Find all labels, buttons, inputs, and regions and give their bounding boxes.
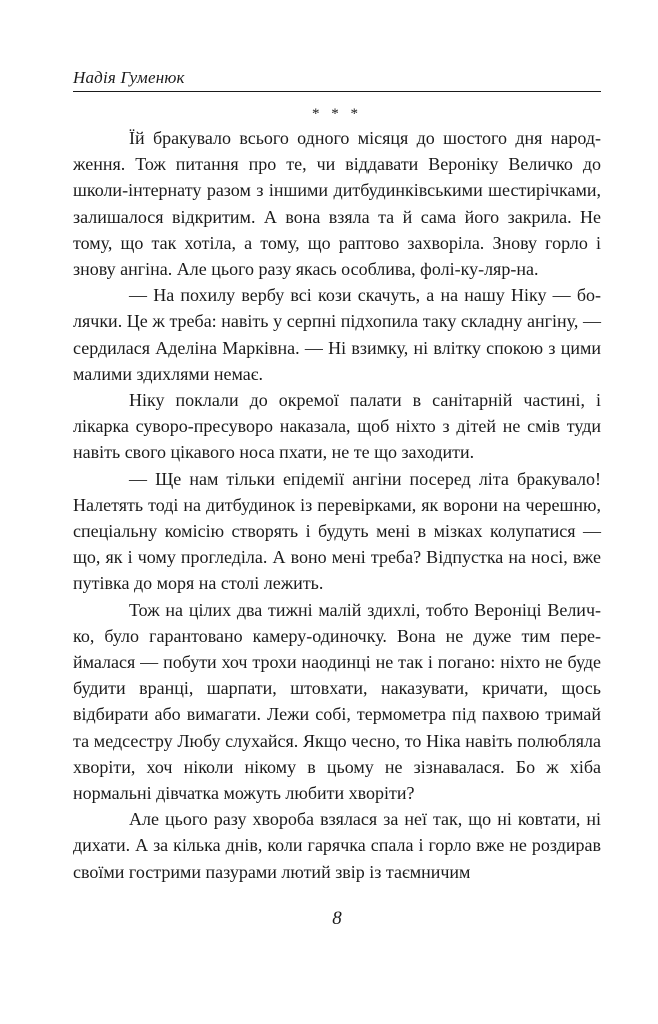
section-separator: * * * — [312, 106, 362, 122]
paragraph: Ніку поклали до окремої палати в санітарній частині, і лікарка суворо-пресуворо наказала, щоб ніхто з дітей не смів туди навіть свого цікавого носа пхати, не те що заходити. — [73, 390, 601, 463]
running-head — [73, 69, 601, 92]
paragraph: Тож на цілих два тижні малій здихлі, тобто Вероніці Величко, було гарантовано камеру-одиночку. Вона не дуже тим переймалася — побути хоч трохи наодинці не так і погано: ніхто не буде будити вранці, шарпати, штовхати, наказувати, кричати, щось відбирати або вимагати. Лежи собі, термометра під пахвою тримай та медсестру Любу слухайся. Якщо чесно, то Ніка навіть полюбляла хворіти, хоч ніколи нікому в цьому не зізнавалася. Бо ж хіба нормальні дівчатка можуть любити хворіти? — [73, 599, 601, 804]
body-text — [73, 125, 601, 885]
paragraph: — На похилу вербу всі кози скачуть, а на нашу Ніку — болячки. Це ж треба: навіть у серпні підхопила таку складну ангіну, — сердилася Аделіна Марківна. — Ні взимку, ні влітку спокою з цими малими здихлями немає. — [73, 285, 601, 384]
paragraph: Їй бракувало всього одного місяця до шостого дня народження. Тож питання про те, чи віддавати Вероніку Величко до школи-інтернату разом з іншими дитбудинківськими шестирічками, залишалося відкритим. А вона взяла та й сама його закрила. Не тому, що так хотіла, а тому, що раптово захворіла. Знову горло і знову ангіна. Але цього разу якась особлива, фолі-ку-ляр-на. — [73, 128, 601, 280]
paragraph: — Ще нам тільки епідемії ангіни посеред літа бракувало! Налетять тоді на дитбудинок із перевірками, як ворони на черешню, спеціальну комісію створять і будуть мені в мізках колупатися — що, як і чому прогледіла. А воно мені треба? Відпустка на носі, вже путівка до моря на столі лежить. — [73, 468, 601, 594]
author-name: Надія Гуменюк — [73, 68, 185, 87]
page-number: 8 — [332, 908, 342, 929]
paragraph: Але цього разу хвороба взялася за неї так, що ні ковтати, ні дихати. А за кілька днів, коли гарячка спала і горло вже не роздирав своїми гострими пазурами лютий звір із таємничим — [73, 809, 601, 882]
